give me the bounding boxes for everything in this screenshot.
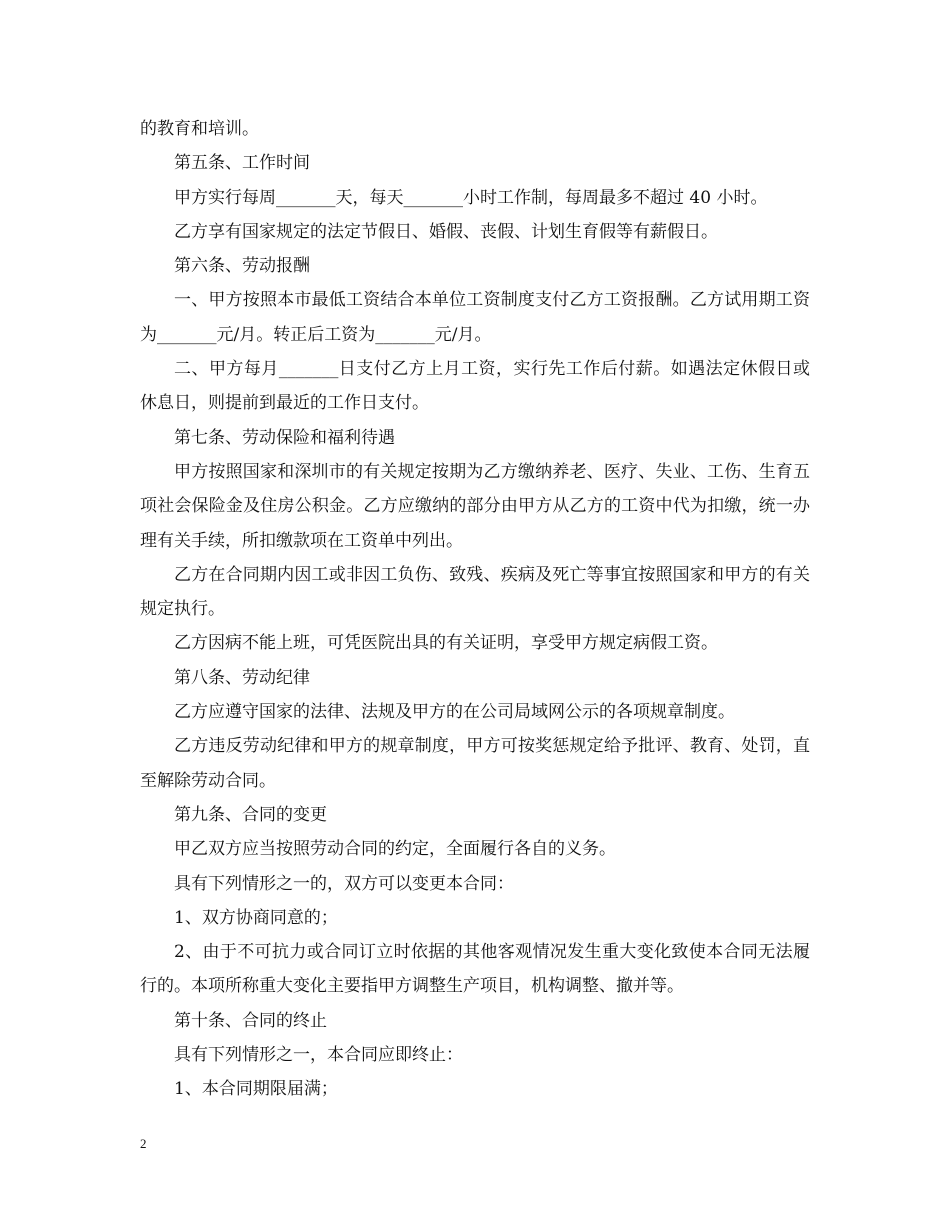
- paragraph: 1、本合同期限届满；: [174, 1079, 338, 1100]
- paragraph: 甲方实行每周_______天，每天_______小时工作制，每周最多不超过 40 小时。: [174, 187, 768, 208]
- page-number: 2: [140, 1136, 147, 1151]
- paragraph: 第十条、合同的终止: [174, 1010, 327, 1031]
- paragraph: 甲方按照国家和深圳市的有关规定按期为乙方缴纳养老、医疗、失业、工伤、生育五项社会保险金及住房公积金。乙方应缴纳的部分由甲方从乙方的工资中代为扣缴，统一办理有关手续，所扣缴款项在工资单中列出。: [140, 461, 810, 551]
- paragraph: 2、由于不可抗力或合同订立时依据的其他客观情况发生重大变化致使本合同无法履行的。本项所称重大变化主要指甲方调整生产项目，机构调整、撤并等。: [140, 942, 810, 997]
- paragraph: 具有下列情形之一，本合同应即终止：: [174, 1045, 463, 1066]
- paragraph: 1、双方协商同意的；: [174, 907, 338, 928]
- paragraph: 一、甲方按照本市最低工资结合本单位工资制度支付乙方工资报酬。乙方试用期工资为_______元/月。转正后工资为_______元/月。: [140, 290, 810, 345]
- paragraph: 具有下列情形之一的，双方可以变更本合同：: [174, 873, 514, 894]
- paragraph: 二、甲方每月_______日支付乙方上月工资，实行先工作后付薪。如遇法定休假日或休息日，则提前到最近的工作日支付。: [140, 359, 810, 414]
- paragraph: 乙方因病不能上班，可凭医院出具的有关证明，享受甲方规定病假工资。: [174, 633, 718, 654]
- document-body: [140, 112, 810, 1107]
- paragraph: 第九条、合同的变更: [174, 804, 327, 825]
- paragraph: 第八条、劳动纪律: [174, 667, 310, 688]
- paragraph: 的教育和培训。: [140, 119, 259, 139]
- paragraph: 乙方违反劳动纪律和甲方的规章制度，甲方可按奖惩规定给予批评、教育、处罚，直至解除劳动合同。: [140, 736, 810, 791]
- paragraph: 第七条、劳动保险和福利待遇: [174, 427, 395, 448]
- paragraph: 乙方享有国家规定的法定节假日、婚假、丧假、计划生育假等有薪假日。: [174, 221, 718, 242]
- paragraph: 乙方应遵守国家的法律、法规及甲方的在公司局域网公示的各项规章制度。: [174, 702, 735, 723]
- paragraph: 乙方在合同期内因工或非因工负伤、致残、疾病及死亡等事宜按照国家和甲方的有关规定执行。: [140, 564, 810, 620]
- paragraph: 第五条、工作时间: [174, 153, 310, 174]
- paragraph: 甲乙双方应当按照劳动合同的约定，全面履行各自的义务。: [174, 839, 616, 860]
- paragraph: 第六条、劳动报酬: [174, 256, 310, 277]
